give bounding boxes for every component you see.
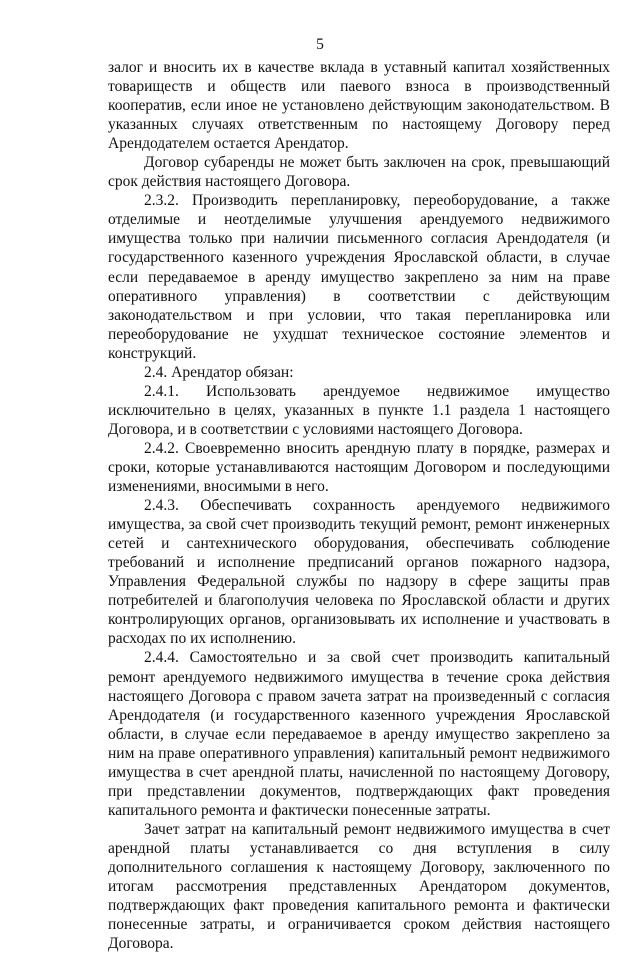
paragraph-sublease-continuation: залог и вносить их в качестве вклада в уставный капитал хозяйственных товариществ и обществ или паевого взноса в производственный кооператив, если иное не установлено действующим законодательством. В указанных случаях ответственным по настоящему Договору перед Арендодателем остается Арендатор. — [108, 59, 610, 153]
paragraph-2-4-2: 2.4.2. Своевременно вносить арендную плату в порядке, размерах и сроки, которые устанавливаются настоящим Договором и последующими изменениями, вносимыми в него. — [108, 439, 610, 496]
paragraph-sublease-term: Договор субаренды не может быть заключен на срок, превышающий срок действия настоящего Договора. — [108, 154, 610, 191]
paragraph-2-4-4: 2.4.4. Самостоятельно и за свой счет производить капитальный ремонт арендуемого недвижимого имущества в течение срока действия настоящего Договора с правом зачета затрат на произведенный с согласия Арендодателя (и государственного казенного учреждения Ярославской области, в случае если передаваемое в аренду имущество закреплено за ним на праве оперативного управления) капитальный ремонт недвижимого имущества в счет арендной платы, начисленной по настоящему Договору, при представлении документов, подтверждающих факт проведения капитального ремонта и фактически понесенные затраты. — [108, 649, 610, 819]
page-number: 5 — [316, 36, 324, 53]
paragraph-2-3-2: 2.3.2. Производить перепланировку, переоборудование, а также отделимые и неотделимые улучшения арендуемого недвижимого имущества только при наличии письменного согласия Арендодателя (и государственного казенного учреждения Ярославской области, в случае если передаваемое в аренду имущество закреплено за ним на праве оперативного управления) в соответствии с действующим законодательством и при условии, что такая перепланировка или переоборудование не ухудшат техническое состояние элементов и конструкций. — [108, 192, 610, 362]
paragraph-2-4-heading: 2.4. Арендатор обязан: — [144, 363, 294, 381]
paragraph-2-4-3: 2.4.3. Обеспечивать сохранность арендуемого недвижимого имущества, за свой счет производить текущий ремонт, ремонт инженерных сетей и сантехнического оборудования, обеспечивать соблюдение требований и исполнение предписаний органов пожарного надзора, Управления Федеральной службы по надзору в сфере защиты прав потребителей и благополучия человека по Ярославской области и других контролирующих органов, организовывать их исполнение и участвовать в расходах по их исполнению. — [108, 497, 610, 648]
paragraph-2-4-1: 2.4.1. Использовать арендуемое недвижимое имущество исключительно в целях, указанных в пункте 1.1 раздела 1 настоящего Договора, и в соответствии с условиями настоящего Договора. — [108, 382, 610, 438]
paragraph-capital-repair-offset: Зачет затрат на капитальный ремонт недвижимого имущества в счет арендной платы устанавливается со дня вступления в силу дополнительного соглашения к настоящему Договору, заключенного по итогам рассмотрения представленных Арендатором документов, подтверждающих факт проведения капитального ремонта и фактически понесенные затраты, и ограничивается сроком действия настоящего Договора. — [108, 820, 610, 953]
document-body — [108, 58, 610, 953]
